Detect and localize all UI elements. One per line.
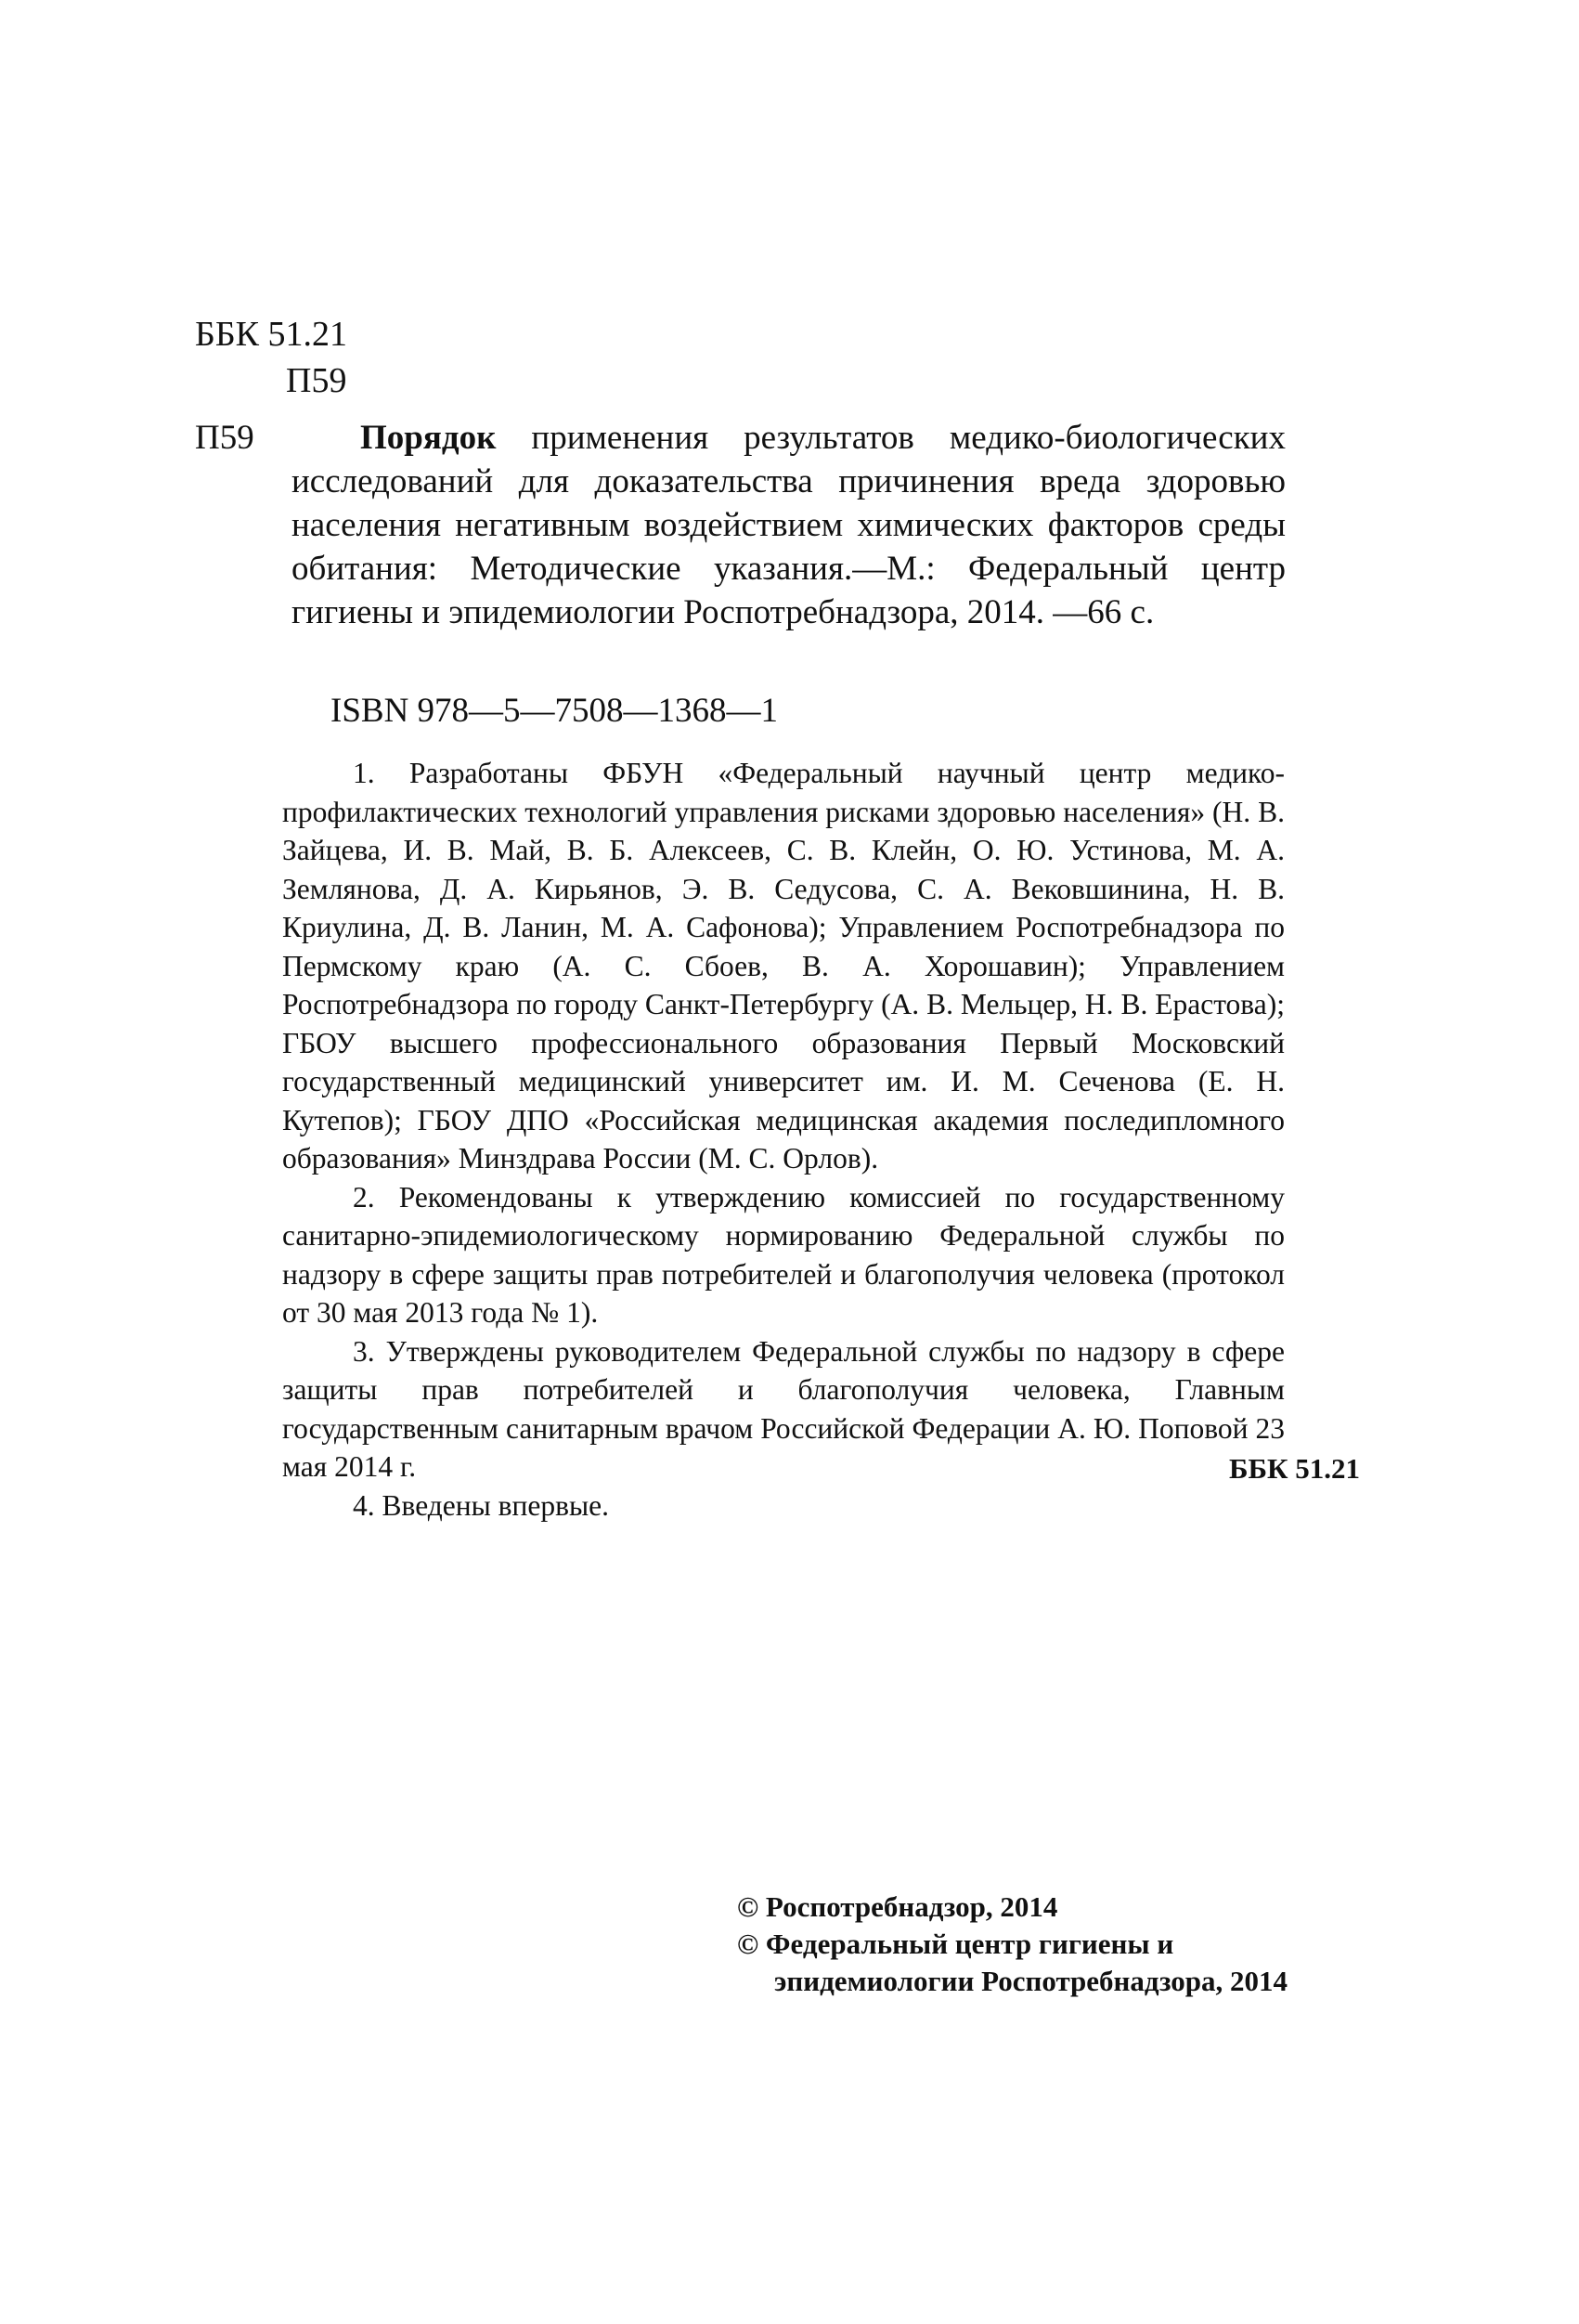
bibliographic-entry [195,416,1286,634]
bbk-code-bottom: ББК 51.21 [1229,1452,1360,1485]
note-introduced: 4. Введены впервые. [353,1488,610,1522]
note-approved: 3. Утверждены руководителем Федеральной службы по надзору в сфере защиты прав потребителей и благополучия человека, Главным государственным санитарным врачом Российской Федерации А. Ю. Поповой 23 мая 2014 г. [282,1334,1285,1483]
note-developers: 1. Разработаны ФБУН «Федеральный научный центр медико-профилактических технологий управления рисками здоровью населения» (Н. В. Зайцева, И. В. Май, В. Б. Алексеев, С. В. Клейн, О. Ю. Устинова, М. А. Землянова, Д. А. Кирьянов, Э. В. Седусова, С. А. Вековшинина, Н. В. Криулина, Д. В. Ланин, М. А. Сафонова); Управлением Роспотребнадзора по Пермскому краю (А. С. Сбоев, В. А. Хорошавин); Управлением Роспотребнадзора по городу Санкт-Петербургу (А. В. Мельцер, Н. В. Ерастова); ГБОУ высшего профессионального образования Первый Московский государственный медицинский университет им. И. М. Сеченова (Е. Н. Кутепов); ГБОУ ДПО «Российская медицинская академия последипломного образования» Минздрава России (М. С. Орлов). [282,757,1285,1175]
isbn: ISBN 978—5—7508—1368—1 [330,692,779,730]
copyright-line: эпидемиологии Роспотребнадзора, 2014 [774,1965,1288,1997]
bibliographic-description [291,416,1286,634]
bbk-classification [195,311,347,404]
note-recommended: 2. Рекомендованы к утверждению комиссией по государственному санитарно-эпидемиологическому нормированию Федеральной службы по надзору в сфере защиты прав потребителей и благополучия человека (протокол от 30 мая 2013 года № 1). [282,1180,1285,1329]
copyright-block [737,1889,1288,2000]
edition-notes [282,754,1285,1525]
document-title: Порядок [360,419,497,457]
author-sign: П59 [286,361,347,400]
description-text: применения результатов медико-биологических исследований для доказательства причинения вреда здоровью населения негативным воздействием химических факторов среды обитания: Методические указания.—М.: Федеральный центр гигиены и эпидемиологии Роспотребнадзора, 2014. —66 с. [291,419,1286,631]
author-mark: П59 [195,419,254,457]
copyright-line: © Роспотребнадзор, 2014 [737,1890,1058,1923]
copyright-line: © Федеральный центр гигиены и [737,1928,1174,1960]
bbk-code: ББК 51.21 [195,315,347,354]
